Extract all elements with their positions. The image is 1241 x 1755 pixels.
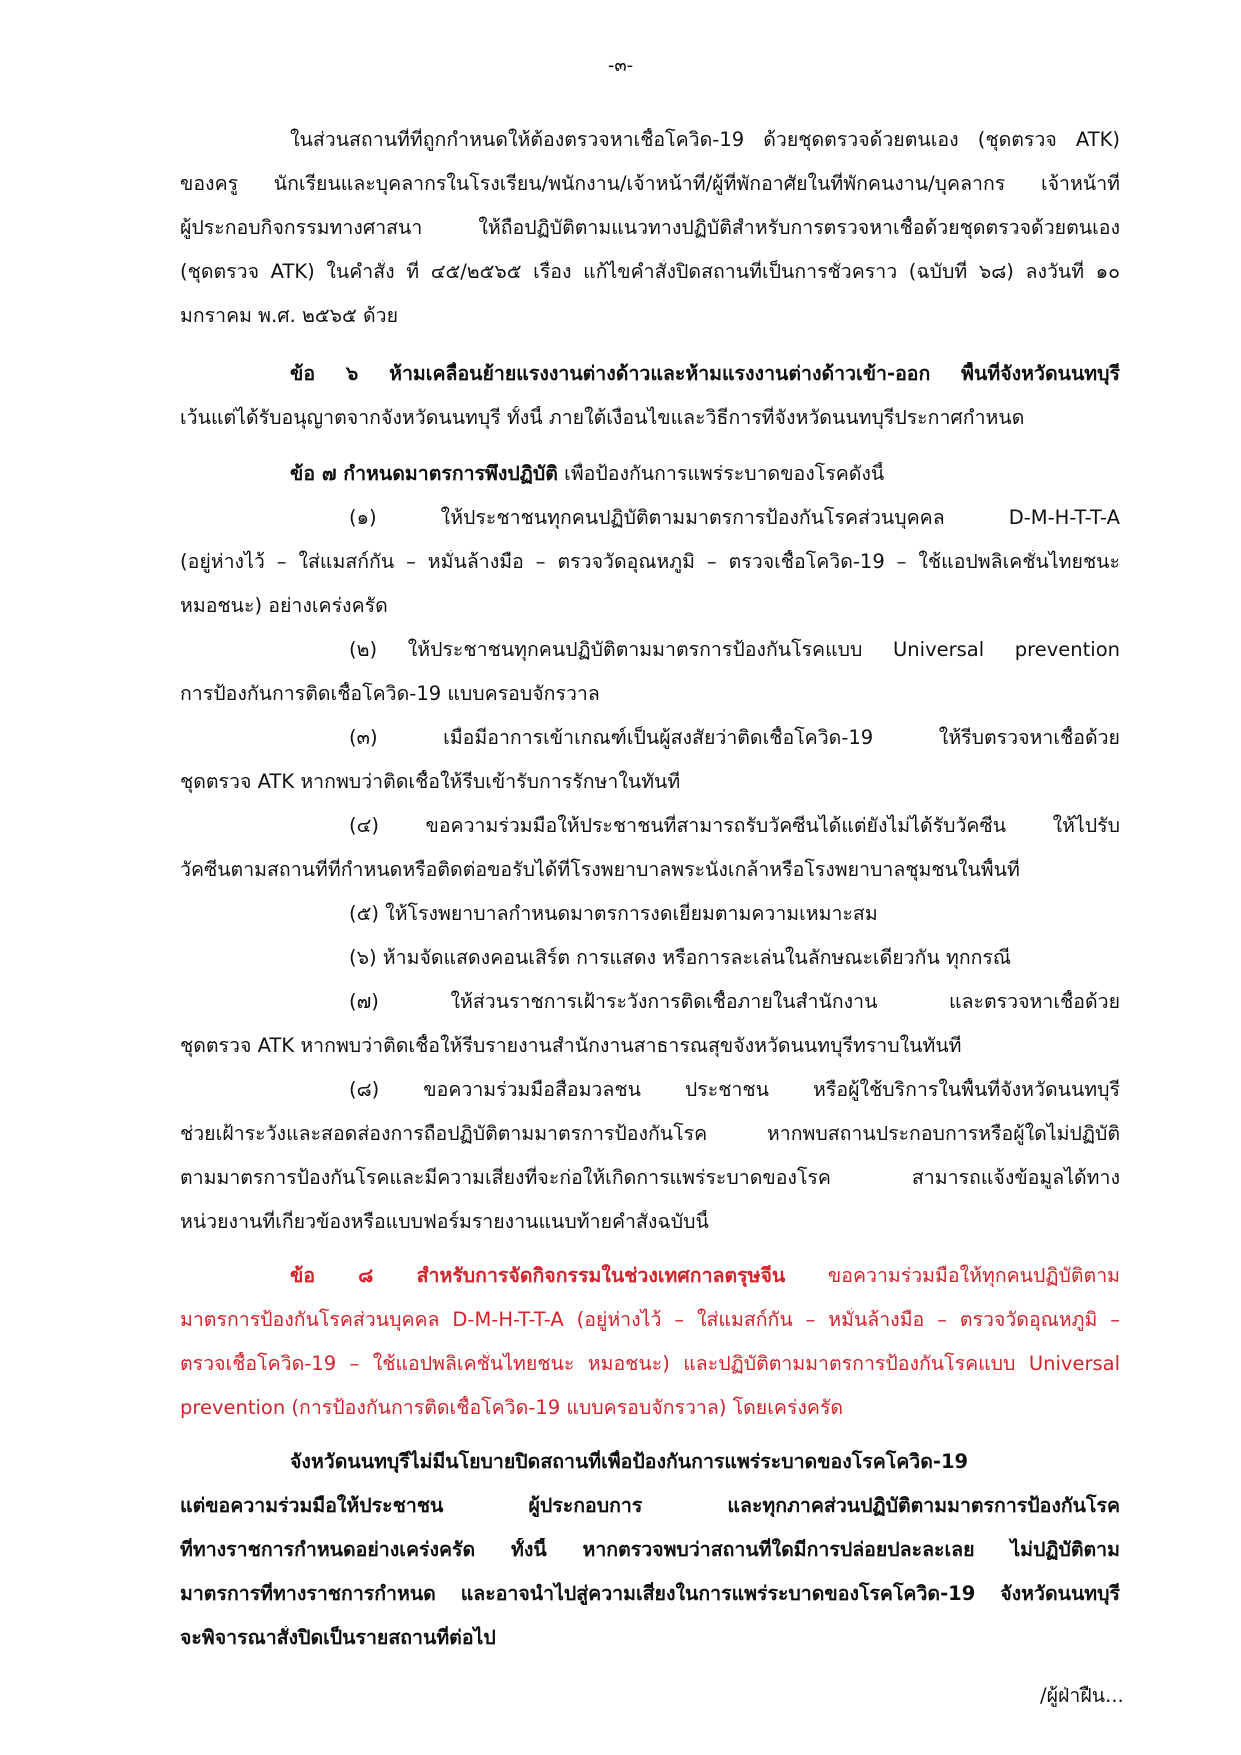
clause7-item-line: (๒) ให้ประชาชนทุกคนปฏิบัติตามมาตรการป้องกันโรคแบบ Universal prevention [349,638,1120,661]
clause8-heading-bold: ข้อ ๘ สำหรับการจัดกิจกรรมในช่วงเทศกาลตรุษจีน [290,1264,786,1287]
paragraph-atk-line: ในส่วนสถานที่ที่ถูกกำหนดให้ต้องตรวจหาเชื้อโควิด-19 ด้วยชุดตรวจด้วยตนเอง (ชุดตรวจ ATK) [290,128,1120,151]
paragraph-atk-line: ของครู นักเรียนและบุคลากรในโรงเรียน/พนักงาน/เจ้าหน้าที่/ผู้ที่พักอาศัยในที่พักคนงาน/บุคลากร เจ้าหน้าที่ [180,172,1120,195]
clause7-item-line: ชุดตรวจ ATK หากพบว่าติดเชื้อให้รีบเข้ารับการรักษาในทันที [180,770,681,793]
clause7-item-line: (๓) เมื่อมีอาการเข้าเกณฑ์เป็นผู้สงสัยว่าติดเชื้อโควิด-19 ให้รีบตรวจหาเชื้อด้วย [349,726,1120,749]
clause8-line: ตรวจเชื้อโควิด-19 – ใช้แอปพลิเคชั่นไทยชนะ หมอชนะ) และปฏิบัติตามมาตรการป้องกันโรคแบบ Universal [180,1352,1120,1375]
clause7-item-line: (๔) ขอความร่วมมือให้ประชาชนที่สามารถรับวัคซีนได้แต่ยังไม่ได้รับวัคซีน ให้ไปรับ [349,814,1120,837]
clause8-line: prevention (การป้องกันการติดเชื้อโควิด-19 แบบครอบจักรวาล) โดยเคร่งครัด [180,1396,844,1419]
clause7-item-line: (๖) ห้ามจัดแสดงคอนเสิร์ต การแสดง หรือการละเล่นในลักษณะเดียวกัน ทุกกรณี [349,946,1012,969]
clause7-heading [290,462,1120,485]
clause7-item-line: ตามมาตรการป้องกันโรคและมีความเสี่ยงที่จะก่อให้เกิดการแพร่ระบาดของโรค สามารถแจ้งข้อมูลได้ทาง [180,1166,1120,1189]
clause6-heading: ข้อ ๖ ห้ามเคลื่อนย้ายแรงงานต่างด้าวและห้ามแรงงานต่างด้าวเข้า-ออก พื้นที่จังหวัดนนทบุรี [290,362,1120,385]
clause8-heading-rest: ขอความร่วมมือให้ทุกคนปฏิบัติตาม [785,1264,1120,1287]
policy-line: มาตรการที่ทางราชการกำหนด และอาจนำไปสู่ความเสี่ยงในการแพร่ระบาดของโรคโควิด-19 จังหวัดนนทบุรี [180,1582,1120,1605]
clause8-line: มาตรการป้องกันโรคส่วนบุคคล D-M-H-T-T-A (อยู่ห่างไว้ – ใส่แมสก์กัน – หมั่นล้างมือ – ตรวจวัดอุณหภูมิ – [180,1308,1120,1331]
clause7-item-line: (๑) ให้ประชาชนทุกคนปฏิบัติตามมาตรการป้องกันโรคส่วนบุคคล D-M-H-T-T-A [349,506,1120,529]
clause7-item-line: หมอชนะ) อย่างเคร่งครัด [180,594,388,617]
page-number: -๓- [607,55,634,76]
clause6-body: เว้นแต่ได้รับอนุญาตจากจังหวัดนนทบุรี ทั้งนี้ ภายใต้เงื่อนไขและวิธีการที่จังหวัดนนทบุรีประกาศกำหนด [180,406,1025,429]
policy-line: แต่ขอความร่วมมือให้ประชาชน ผู้ประกอบการ และทุกภาคส่วนปฏิบัติตามมาตรการป้องกันโรค [180,1494,1120,1517]
clause7-heading-rest: เพื่อป้องกันการแพร่ระบาดของโรคดังนี้ [557,462,885,485]
clause7-item-line: วัคซีนตามสถานที่ที่กำหนดหรือติดต่อขอรับได้ที่โรงพยาบาลพระนั่งเกล้าหรือโรงพยาบาลชุมชนในพื้นที่ [180,858,1020,881]
clause7-heading-bold: ข้อ ๗ กำหนดมาตรการพึงปฏิบัติ [290,462,558,485]
policy-line: จังหวัดนนทบุรีไม่มีนโยบายปิดสถานที่เพื่อป้องกันการแพร่ระบาดของโรคโควิด-19 [290,1450,969,1473]
paragraph-atk-line: (ชุดตรวจ ATK) ในคำสั่ง ที่ ๔๕/๒๕๖๕ เรื่อง แก้ไขคำสั่งปิดสถานที่เป็นการชั่วคราว (ฉบับที่ ๖๘) ลงวันที่ ๑๐ [180,260,1120,283]
paragraph-atk-line: มกราคม พ.ศ. ๒๕๖๕ ด้วย [180,304,398,327]
policy-line: จะพิจารณาสั่งปิดเป็นรายสถานที่ต่อไป [180,1626,496,1649]
clause7-item-line: (๘) ขอความร่วมมือสื่อมวลชน ประชาชน หรือผู้ใช้บริการในพื้นที่จังหวัดนนทบุรี [349,1078,1120,1101]
paragraph-atk-line: ผู้ประกอบกิจกรรมทางศาสนา ให้ถือปฏิบัติตามแนวทางปฏิบัติสำหรับการตรวจหาเชื้อด้วยชุดตรวจด้วยตนเอง [180,216,1120,239]
clause7-item-line: การป้องกันการติดเชื้อโควิด-19 แบบครอบจักรวาล [180,682,600,705]
clause7-item-line: หน่วยงานที่เกี่ยวข้องหรือแบบฟอร์มรายงานแนบท้ายคำสั่งฉบับนี้ [180,1210,709,1233]
policy-line: ที่ทางราชการกำหนดอย่างเคร่งครัด ทั้งนี้ หากตรวจพบว่าสถานที่ใดมีการปล่อยปละละเลย ไม่ปฏิบัติตาม [180,1538,1120,1561]
clause7-item-line: (๗) ให้ส่วนราชการเฝ้าระวังการติดเชื้อภายในสำนักงาน และตรวจหาเชื้อด้วย [349,990,1120,1013]
clause7-item-line: (๕) ให้โรงพยาบาลกำหนดมาตรการงดเยี่ยมตามความเหมาะสม [349,902,878,925]
clause7-item-line: ช่วยเฝ้าระวังและสอดส่องการถือปฏิบัติตามมาตรการป้องกันโรค หากพบสถานประกอบการหรือผู้ใดไม่ปฏิบัติ [180,1122,1120,1145]
clause8-heading [290,1264,1120,1287]
clause7-item-line: ชุดตรวจ ATK หากพบว่าติดเชื้อให้รีบรายงานสำนักงานสาธารณสุขจังหวัดนนทบุรีทราบในทันที [180,1034,962,1057]
continuation-text: /ผู้ฝ่าฝืน... [1040,1684,1124,1707]
clause7-item-line: (อยู่ห่างไว้ – ใส่แมสก์กัน – หมั่นล้างมือ – ตรวจวัดอุณหภูมิ – ตรวจเชื้อโควิด-19 – ใช้แอปพลิเคชั่นไทยชนะ [180,550,1120,573]
